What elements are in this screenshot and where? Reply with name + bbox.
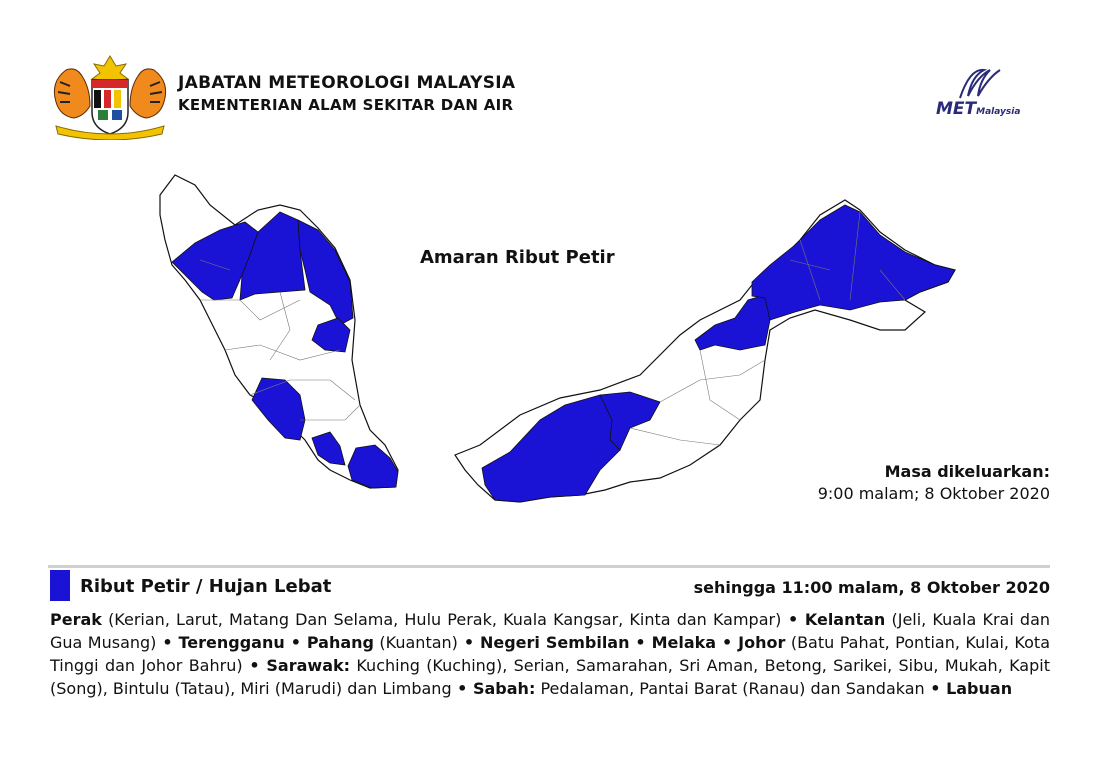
bullet-separator: • <box>781 610 805 629</box>
area-state: Sarawak: <box>266 656 351 675</box>
area-detail: Pedalaman, Pantai Barat (Ranau) dan Sandakan <box>540 679 925 698</box>
area-state: Johor <box>738 633 786 652</box>
johor-east-warning <box>348 445 398 488</box>
met-malaysia-logo <box>930 66 1050 124</box>
area-state: Negeri Sembilan <box>479 633 630 652</box>
area-detail: (Kerian, Larut, Matang Dan Selama, Hulu Perak, Kuala Kangsar, Kinta dan Kampar) <box>108 610 782 629</box>
area-state: Melaka <box>651 633 717 652</box>
bullet-separator: • <box>629 633 652 652</box>
area-state: Kelantan <box>804 610 886 629</box>
map-title: Amaran Ribut Petir <box>420 247 615 268</box>
area-state: Pahang <box>306 633 374 652</box>
met-logo-text: MET <box>936 99 977 119</box>
bullet-separator: • <box>924 679 947 698</box>
peninsular-malaysia <box>160 175 398 488</box>
affected-areas <box>50 608 1050 700</box>
area-state: Labuan <box>946 679 1013 698</box>
area-detail: (Kuantan) <box>379 633 458 652</box>
sabah-warning <box>752 205 955 320</box>
area-item <box>50 610 781 629</box>
area-detail: (Jeli, Kuala Krai dan Gua Musang) <box>50 610 1051 652</box>
met-logo-subtext: Malaysia <box>976 107 1021 117</box>
organization-name: JABATAN METEOROLOGI MALAYSIA <box>178 73 516 93</box>
area-state: Terengganu <box>178 633 285 652</box>
valid-until: sehingga 11:00 malam, 8 Oktober 2020 <box>693 578 1050 597</box>
east-malaysia <box>455 200 955 502</box>
bullet-separator: • <box>242 656 267 675</box>
area-detail: Kuching (Kuching), Serian, Samarahan, Sri Aman, Betong, Sarikei, Sibu, Mukah, Kapit (Song), Bintulu (Tatau), Miri (Marudi) dan Limbang <box>50 656 1050 698</box>
legend-label: Ribut Petir / Hujan Lebat <box>80 576 332 597</box>
area-state: Sabah: <box>472 679 536 698</box>
area-item <box>179 633 285 652</box>
bullet-separator: • <box>716 633 739 652</box>
area-state: Perak <box>50 610 102 629</box>
legend-swatch <box>50 570 70 601</box>
area-item <box>652 633 717 652</box>
ministry-name: KEMENTERIAN ALAM SEKITAR DAN AIR <box>178 96 514 114</box>
area-detail: (Batu Pahat, Pontian, Kulai, Kota Tinggi dan Johor Bahru) <box>50 633 1050 675</box>
area-item <box>473 679 925 698</box>
malaysia-coat-of-arms-icon <box>48 52 172 140</box>
bullet-separator: • <box>156 633 179 652</box>
bullet-separator: • <box>451 679 473 698</box>
issued-time-label: Masa dikeluarkan: <box>884 462 1050 481</box>
bullet-separator: • <box>457 633 480 652</box>
issued-time-value: 9:00 malam; 8 Oktober 2020 <box>817 484 1050 503</box>
divider <box>48 565 1050 568</box>
bullet-separator: • <box>284 633 307 652</box>
area-item <box>307 633 458 652</box>
area-item <box>480 633 630 652</box>
area-item <box>946 679 1012 698</box>
